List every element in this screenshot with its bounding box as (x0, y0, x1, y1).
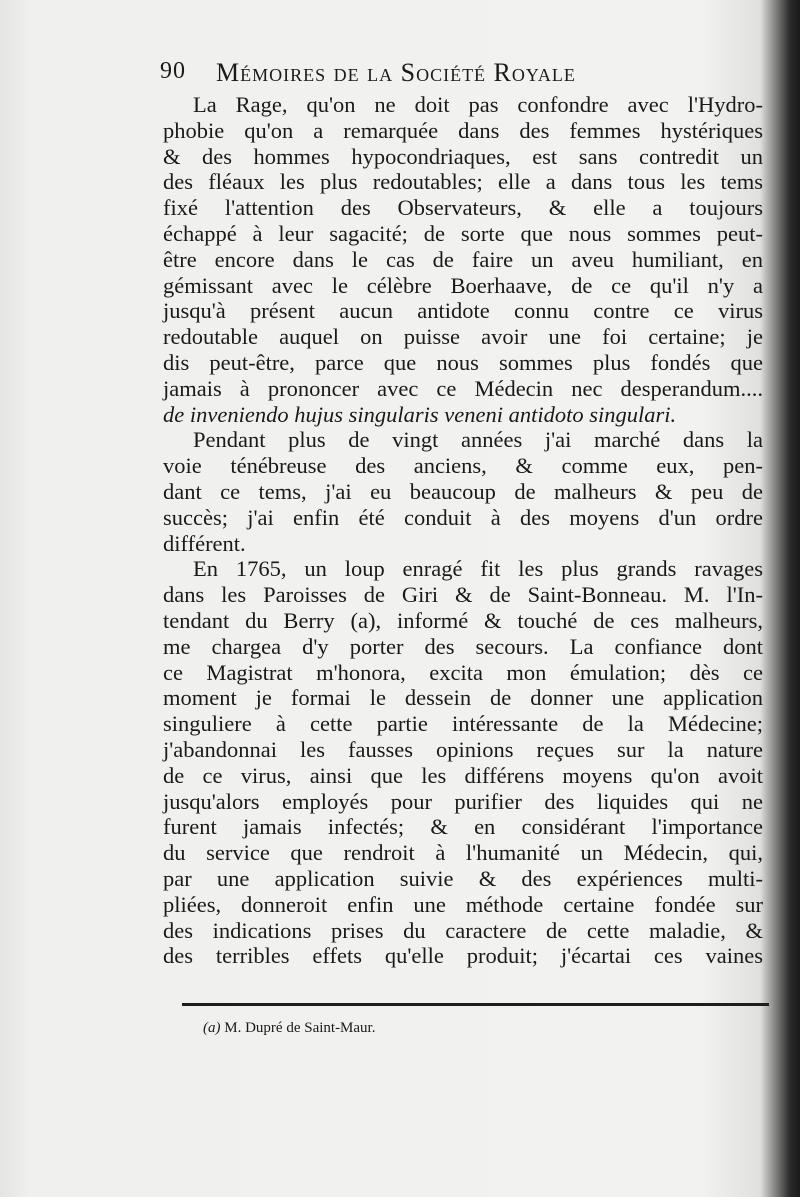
text-line: succès; j'ai enfin été conduit à des moyens d'un ordre (163, 504, 763, 530)
text-line: j'abandonnai les fausses opinions reçues sur la nature (163, 736, 763, 762)
footnote-rule (182, 1003, 769, 1006)
text-line: La Rage, qu'on ne doit pas confondre avec l'Hydro- (193, 92, 763, 117)
text-line: jamais à prononcer avec ce Médecin nec desperandum.... (163, 375, 763, 401)
running-head: Mémoires de la Société Royale (216, 58, 576, 87)
text-line: jusqu'alors employés pour purifier des liquides qui ne (163, 788, 763, 814)
text-line: gémissant avec le célèbre Boerhaave, de ce qu'il n'y a (163, 272, 763, 298)
text-line: En 1765, un loup enragé fit les plus grands ravages (193, 556, 763, 582)
text-line: redoutable auquel on puisse avoir une foi certaine; je (163, 324, 763, 350)
page-header (160, 58, 800, 94)
page-number: 90 (160, 58, 186, 84)
text-line: & des hommes hypocondriaques, est sans contredit un (163, 143, 763, 169)
text-line: des indications prises du caractere de cette maladie, & (163, 917, 763, 943)
text-line: Pendant plus de vingt années j'ai marché dans la (193, 427, 763, 453)
text-line: ce Magistrat m'honora, excita mon émulation; dès ce (163, 659, 763, 685)
text-line: différent. (163, 530, 246, 556)
text-line: être encore dans le cas de faire un aveu humiliant, en (163, 246, 763, 272)
text-line: me chargea d'y porter des secours. La confiance dont (163, 633, 763, 659)
text-line: furent jamais infectés; & en considérant l'importance (163, 814, 763, 840)
text-line: voie ténébreuse des anciens, & comme eux, pen- (163, 453, 763, 479)
text-line: jusqu'à présent aucun antidote connu contre ce virus (163, 298, 763, 324)
footnote-marker: (a) (203, 1020, 221, 1036)
text-line: dant ce tems, j'ai eu beaucoup de malheurs & peu de (163, 478, 763, 504)
text-line: dis peut-être, parce que nous sommes plus fondés que (163, 349, 763, 375)
text-line: des fléaux les plus redoutables; elle a dans tous les tems (163, 169, 763, 195)
footnote-text: M. Dupré de Saint-Maur. (224, 1020, 376, 1036)
text-line: dans les Paroisses de Giri & de Saint-Bonneau. M. l'In- (163, 582, 763, 608)
text-line: par une application suivie & des expériences multi- (163, 865, 763, 891)
text-line: moment je formai le dessein de donner une application (163, 685, 763, 711)
text-line: singuliere à cette partie intéressante de la Médecine; (163, 711, 763, 737)
text-line: pliées, donneroit enfin une méthode certaine fondée sur (163, 891, 763, 917)
text-line: tendant du Berry (a), informé & touché de ces malheurs, (163, 607, 763, 633)
text-line: phobie qu'on a remarquée dans des femmes hystériques (163, 117, 763, 143)
text-line: de inveniendo hujus singularis veneni antidoto singulari. (163, 401, 677, 427)
text-line: échappé à leur sagacité; de sorte que nous sommes peut- (163, 220, 763, 246)
footnote (203, 1020, 375, 1037)
text-line: fixé l'attention des Observateurs, & elle a toujours (163, 195, 763, 221)
text-line: de ce virus, ainsi que les différens moyens qu'on avoit (163, 762, 763, 788)
body-text (163, 92, 763, 969)
text-line: des terribles effets qu'elle produit; j'écartai ces vaines (163, 943, 763, 969)
text-line: du service que rendroit à l'humanité un Médecin, qui, (163, 840, 763, 866)
